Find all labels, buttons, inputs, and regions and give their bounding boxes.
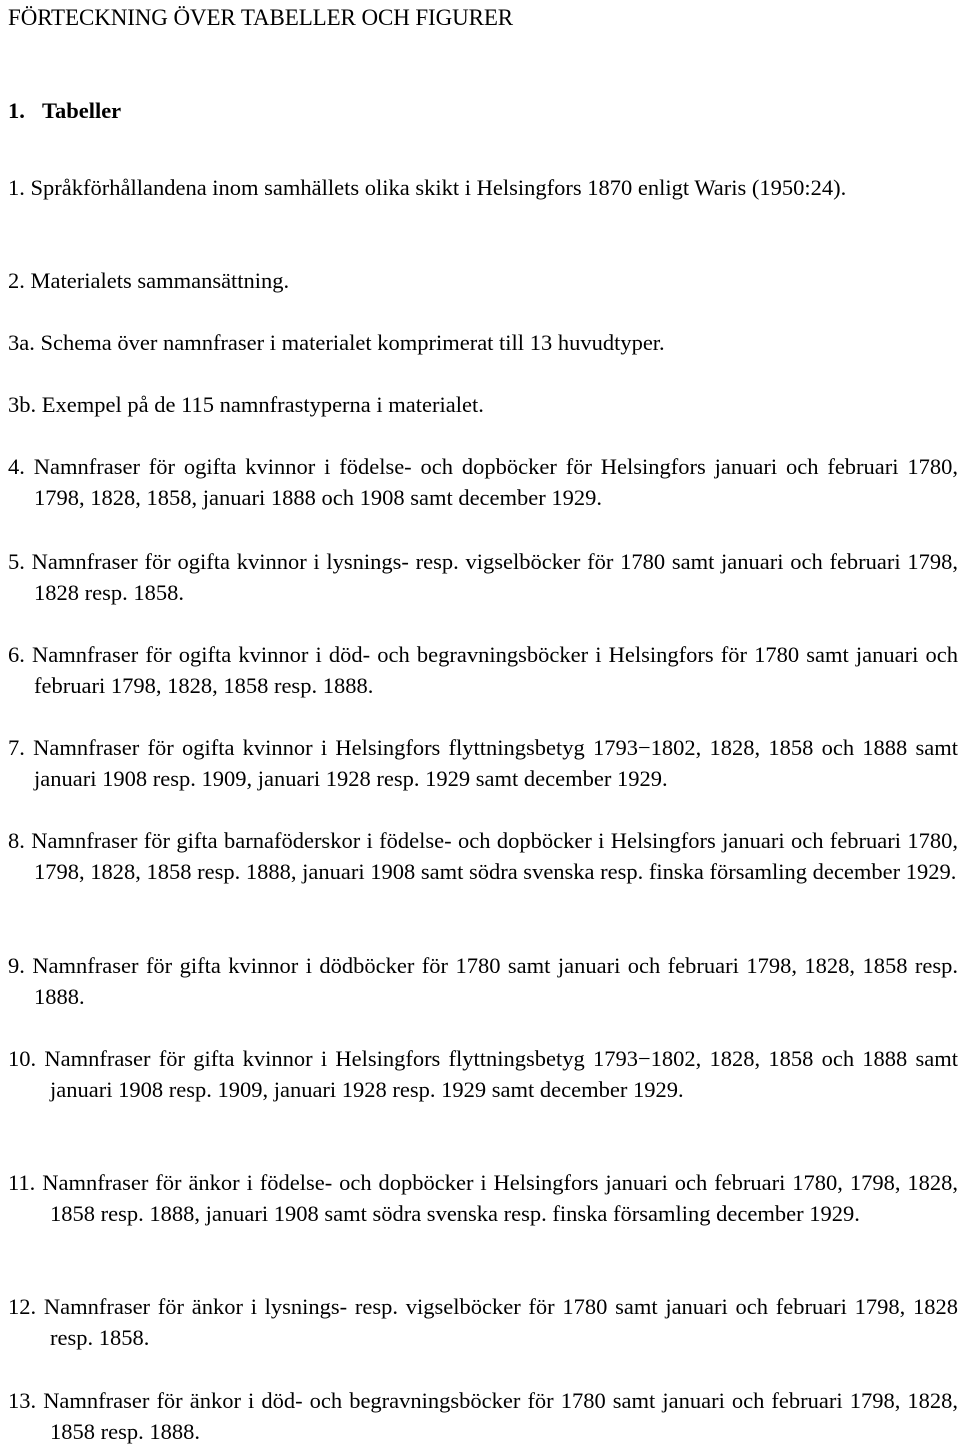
list-item — [8, 451, 958, 513]
entry-text: Namnfraser för ogifta kvinnor i lysnings- resp. vigselböcker för 1780 samt januari och februari 1798, 1828 resp. 1858. — [31, 549, 959, 605]
entry-number: 11. — [8, 1170, 36, 1195]
entry-text: Språkförhållandena inom samhällets olika skikt i Helsingfors 1870 enligt Waris (1950:24). — [30, 175, 847, 200]
entry-text: Namnfraser för ogifta kvinnor i födelse- och dopböcker för Helsingfors januari och februari 1780, 1798, 1828, 1858, januari 1888 och 1908 samt december 1929. — [33, 454, 959, 510]
entry-number: 5. — [8, 549, 25, 574]
list-item — [8, 389, 958, 420]
entry-number: 4. — [8, 454, 25, 479]
section-heading — [8, 96, 121, 126]
entry-text: Namnfraser för gifta kvinnor i dödböcker för 1780 samt januari och februari 1798, 1828, 1858 resp. 1888. — [32, 953, 958, 1009]
entry-text: Exempel på de 115 namnfrastyperna i materialet. — [41, 392, 484, 417]
list-item — [8, 825, 958, 887]
entry-text: Namnfraser för gifta kvinnor i Helsingfors flyttningsbetyg 1793−1802, 1828, 1858 och 1888 samt januari 1908 resp. 1909, januari 1928 resp. 1929 samt december 1929. — [44, 1046, 958, 1102]
list-item — [8, 172, 958, 203]
entry-text: Namnfraser för ogifta kvinnor i död- och begravningsböcker i Helsingfors för 1780 samt januari och februari 1798, 1828, 1858 resp. 1888. — [32, 642, 959, 698]
list-item — [8, 732, 958, 794]
entry-number: 6. — [8, 642, 25, 667]
entry-number: 10. — [8, 1046, 37, 1071]
entry-text: Namnfraser för änkor i lysnings- resp. vigselböcker för 1780 samt januari och februari 1798, 1828 resp. 1858. — [43, 1294, 958, 1350]
list-item — [8, 639, 958, 701]
entry-text: Namnfraser för ogifta kvinnor i Helsingfors flyttningsbetyg 1793−1802, 1828, 1858 och 1888 samt januari 1908 resp. 1909, januari 1928 resp. 1929 samt december 1929. — [33, 735, 958, 791]
entry-text: Namnfraser för änkor i död- och begravningsböcker för 1780 samt januari och februari 1798, 1828, 1858 resp. 1888. — [43, 1388, 958, 1444]
entry-number: 7. — [8, 735, 25, 760]
entry-text: Namnfraser för änkor i födelse- och dopböcker i Helsingfors januari och februari 1780, 1798, 1828, 1858 resp. 1888, januari 1908 samt södra svenska resp. finska församling december 1929. — [42, 1170, 958, 1226]
list-item — [8, 950, 958, 1012]
entry-text: Namnfraser för gifta barnaföderskor i födelse- och dopböcker i Helsingfors januari och februari 1780, 1798, 1828, 1858 resp. 1888, januari 1908 samt södra svenska resp. finska församling december 1929. — [31, 828, 959, 884]
entry-number: 8. — [8, 828, 25, 853]
list-item — [8, 546, 958, 608]
list-item — [8, 1043, 958, 1105]
page-title: FÖRTECKNING ÖVER TABELLER OCH FIGURER — [8, 5, 514, 30]
entry-text: Materialets sammansättning. — [30, 268, 290, 293]
section-title: Tabeller — [42, 98, 122, 123]
entry-number: 1. — [8, 175, 25, 200]
entry-number: 2. — [8, 268, 25, 293]
entry-number: 3b. — [8, 392, 37, 417]
entry-number: 13. — [8, 1388, 37, 1413]
list-item — [8, 265, 958, 296]
section-number: 1. — [8, 98, 25, 123]
entry-number: 3a. — [8, 330, 35, 355]
list-item — [8, 1167, 958, 1229]
list-item — [8, 1385, 958, 1447]
list-item — [8, 327, 958, 358]
entry-text: Schema över namnfraser i materialet komprimerat till 13 huvudtyper. — [40, 330, 665, 355]
list-item — [8, 1291, 958, 1353]
entry-number: 12. — [8, 1294, 37, 1319]
entry-number: 9. — [8, 953, 25, 978]
